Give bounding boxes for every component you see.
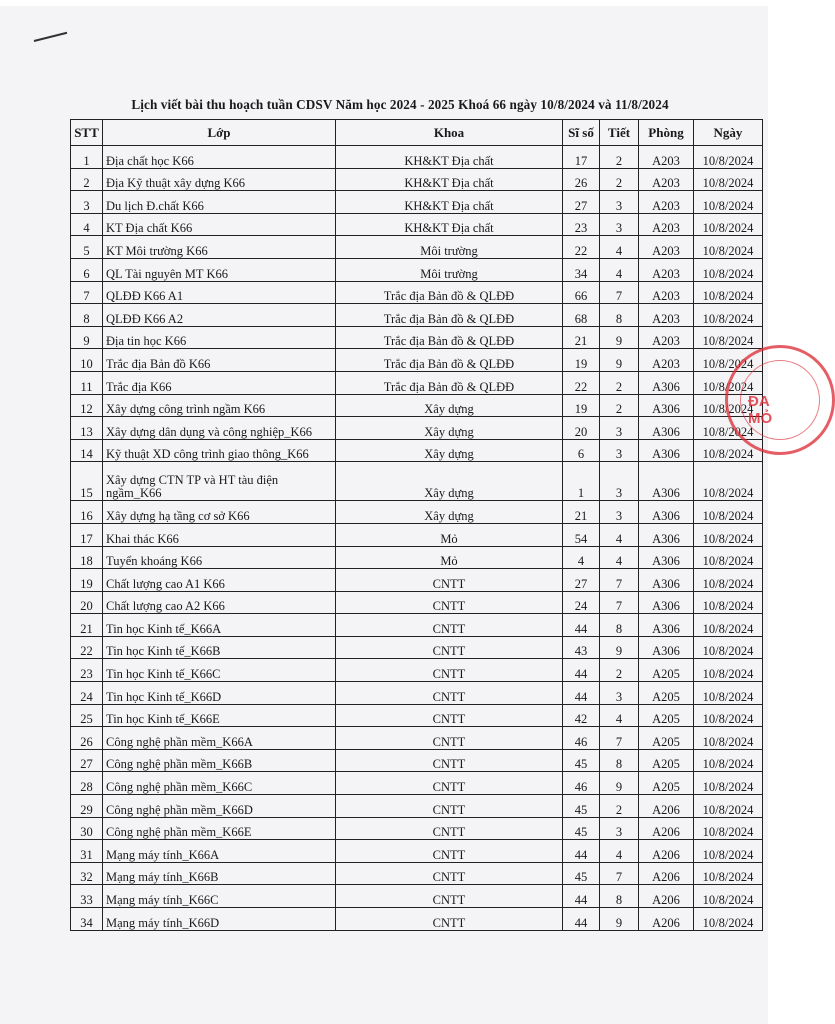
cell-lop: KT Địa chất K66	[103, 213, 336, 236]
cell-lop: Mạng máy tính_K66C	[103, 885, 336, 908]
table-row	[71, 749, 763, 772]
cell-lop: Tin học Kinh tế_K66A	[103, 614, 336, 637]
table-row	[71, 258, 763, 281]
cell-khoa: Trắc địa Bản đồ & QLĐĐ	[336, 349, 563, 372]
cell-phong: A203	[639, 349, 694, 372]
cell-khoa: KH&KT Địa chất	[336, 146, 563, 169]
cell-stt: 29	[71, 795, 103, 818]
cell-ngay: 10/8/2024	[694, 146, 763, 169]
cell-phong: A206	[639, 795, 694, 818]
cell-khoa: CNTT	[336, 569, 563, 592]
stamp-text-line1: ĐA	[748, 393, 770, 410]
cell-stt: 26	[71, 727, 103, 750]
cell-ngay: 10/8/2024	[694, 908, 763, 931]
header-phong: Phòng	[639, 120, 694, 146]
cell-tiet: 3	[600, 501, 639, 524]
cell-tiet: 2	[600, 146, 639, 169]
cell-tiet: 7	[600, 727, 639, 750]
red-seal-stamp	[725, 345, 835, 455]
cell-ngay: 10/8/2024	[694, 213, 763, 236]
cell-phong: A203	[639, 213, 694, 236]
cell-stt: 7	[71, 281, 103, 304]
cell-phong: A306	[639, 417, 694, 440]
cell-siso: 45	[563, 862, 600, 885]
cell-tiet: 3	[600, 462, 639, 501]
cell-tiet: 4	[600, 523, 639, 546]
cell-khoa: CNTT	[336, 682, 563, 705]
header-khoa: Khoa	[336, 120, 563, 146]
cell-khoa: KH&KT Địa chất	[336, 213, 563, 236]
cell-khoa: KH&KT Địa chất	[336, 191, 563, 214]
cell-ngay: 10/8/2024	[694, 462, 763, 501]
table-row	[71, 772, 763, 795]
cell-stt: 34	[71, 908, 103, 931]
cell-stt: 4	[71, 213, 103, 236]
table-row	[71, 326, 763, 349]
table-row	[71, 439, 763, 462]
cell-ngay: 10/8/2024	[694, 326, 763, 349]
cell-ngay: 10/8/2024	[694, 862, 763, 885]
cell-stt: 24	[71, 682, 103, 705]
table-row	[71, 236, 763, 259]
cell-siso: 4	[563, 546, 600, 569]
cell-stt: 15	[71, 462, 103, 501]
cell-tiet: 8	[600, 614, 639, 637]
cell-tiet: 8	[600, 885, 639, 908]
cell-khoa: Xây dựng	[336, 501, 563, 524]
table-row	[71, 546, 763, 569]
cell-lop: Trắc địa Bản đồ K66	[103, 349, 336, 372]
cell-lop: Xây dựng công trình ngầm K66	[103, 394, 336, 417]
cell-khoa: Trắc địa Bản đồ & QLĐĐ	[336, 304, 563, 327]
cell-siso: 45	[563, 749, 600, 772]
cell-tiet: 4	[600, 840, 639, 863]
cell-siso: 6	[563, 439, 600, 462]
cell-tiet: 8	[600, 304, 639, 327]
cell-stt: 23	[71, 659, 103, 682]
header-ngay: Ngày	[694, 120, 763, 146]
cell-tiet: 9	[600, 326, 639, 349]
cell-siso: 44	[563, 885, 600, 908]
cell-stt: 25	[71, 704, 103, 727]
table-row	[71, 371, 763, 394]
cell-khoa: Môi trường	[336, 236, 563, 259]
cell-ngay: 10/8/2024	[694, 349, 763, 372]
cell-stt: 14	[71, 439, 103, 462]
cell-lop: Địa chất học K66	[103, 146, 336, 169]
cell-phong: A203	[639, 191, 694, 214]
cell-siso: 45	[563, 817, 600, 840]
cell-stt: 12	[71, 394, 103, 417]
cell-phong: A203	[639, 146, 694, 169]
cell-stt: 21	[71, 614, 103, 637]
cell-ngay: 10/8/2024	[694, 591, 763, 614]
cell-stt: 17	[71, 523, 103, 546]
cell-tiet: 4	[600, 546, 639, 569]
cell-siso: 19	[563, 349, 600, 372]
cell-lop: QL Tài nguyên MT K66	[103, 258, 336, 281]
cell-lop: QLĐĐ K66 A2	[103, 304, 336, 327]
table-row	[71, 501, 763, 524]
cell-phong: A205	[639, 727, 694, 750]
cell-siso: 27	[563, 191, 600, 214]
table-row	[71, 394, 763, 417]
cell-phong: A203	[639, 281, 694, 304]
cell-stt: 33	[71, 885, 103, 908]
cell-phong: A205	[639, 772, 694, 795]
cell-phong: A203	[639, 304, 694, 327]
cell-ngay: 10/8/2024	[694, 749, 763, 772]
table-row	[71, 417, 763, 440]
cell-lop: KT Môi trường K66	[103, 236, 336, 259]
table-row	[71, 862, 763, 885]
cell-khoa: CNTT	[336, 659, 563, 682]
cell-stt: 6	[71, 258, 103, 281]
cell-khoa: CNTT	[336, 795, 563, 818]
cell-stt: 1	[71, 146, 103, 169]
cell-ngay: 10/8/2024	[694, 636, 763, 659]
cell-phong: A306	[639, 501, 694, 524]
cell-ngay: 10/8/2024	[694, 304, 763, 327]
cell-siso: 46	[563, 772, 600, 795]
cell-ngay: 10/8/2024	[694, 417, 763, 440]
cell-stt: 8	[71, 304, 103, 327]
cell-tiet: 7	[600, 569, 639, 592]
cell-ngay: 10/8/2024	[694, 795, 763, 818]
cell-khoa: Xây dựng	[336, 439, 563, 462]
table-row	[71, 591, 763, 614]
cell-stt: 10	[71, 349, 103, 372]
cell-stt: 20	[71, 591, 103, 614]
cell-lop: Công nghệ phần mềm_K66A	[103, 727, 336, 750]
cell-khoa: CNTT	[336, 885, 563, 908]
cell-lop: Mạng máy tính_K66B	[103, 862, 336, 885]
cell-siso: 1	[563, 462, 600, 501]
cell-khoa: CNTT	[336, 817, 563, 840]
cell-siso: 44	[563, 840, 600, 863]
cell-khoa: Trắc địa Bản đồ & QLĐĐ	[336, 371, 563, 394]
cell-khoa: CNTT	[336, 614, 563, 637]
cell-khoa: CNTT	[336, 772, 563, 795]
cell-ngay: 10/8/2024	[694, 168, 763, 191]
table-header-row	[71, 120, 763, 146]
cell-tiet: 3	[600, 817, 639, 840]
table-row	[71, 659, 763, 682]
stamp-text	[748, 393, 772, 427]
cell-lop: Chất lượng cao A1 K66	[103, 569, 336, 592]
cell-siso: 45	[563, 795, 600, 818]
cell-phong: A306	[639, 569, 694, 592]
cell-phong: A206	[639, 908, 694, 931]
cell-siso: 34	[563, 258, 600, 281]
cell-siso: 43	[563, 636, 600, 659]
cell-siso: 46	[563, 727, 600, 750]
table-row	[71, 191, 763, 214]
cell-stt: 2	[71, 168, 103, 191]
cell-khoa: CNTT	[336, 840, 563, 863]
table-row	[71, 840, 763, 863]
cell-lop: Tin học Kinh tế_K66D	[103, 682, 336, 705]
cell-phong: A306	[639, 371, 694, 394]
cell-lop: Chất lượng cao A2 K66	[103, 591, 336, 614]
cell-phong: A206	[639, 817, 694, 840]
cell-siso: 21	[563, 501, 600, 524]
cell-tiet: 3	[600, 191, 639, 214]
table-row	[71, 682, 763, 705]
cell-lop: Khai thác K66	[103, 523, 336, 546]
cell-ngay: 10/8/2024	[694, 817, 763, 840]
cell-tiet: 3	[600, 417, 639, 440]
cell-phong: A206	[639, 862, 694, 885]
table-row	[71, 908, 763, 931]
table-row	[71, 304, 763, 327]
table-row	[71, 727, 763, 750]
table-row	[71, 168, 763, 191]
cell-siso: 22	[563, 236, 600, 259]
cell-tiet: 4	[600, 258, 639, 281]
cell-ngay: 10/8/2024	[694, 371, 763, 394]
cell-tiet: 7	[600, 281, 639, 304]
cell-stt: 27	[71, 749, 103, 772]
cell-lop: Công nghệ phần mềm_K66D	[103, 795, 336, 818]
cell-stt: 5	[71, 236, 103, 259]
cell-phong: A203	[639, 326, 694, 349]
cell-ngay: 10/8/2024	[694, 704, 763, 727]
cell-lop: Trắc địa K66	[103, 371, 336, 394]
cell-stt: 28	[71, 772, 103, 795]
cell-phong: A306	[639, 523, 694, 546]
cell-stt: 18	[71, 546, 103, 569]
cell-phong: A203	[639, 168, 694, 191]
cell-ngay: 10/8/2024	[694, 840, 763, 863]
cell-siso: 24	[563, 591, 600, 614]
cell-phong: A205	[639, 682, 694, 705]
cell-tiet: 2	[600, 795, 639, 818]
cell-tiet: 3	[600, 682, 639, 705]
table-body	[71, 146, 763, 931]
cell-khoa: Trắc địa Bản đồ & QLĐĐ	[336, 281, 563, 304]
cell-tiet: 9	[600, 908, 639, 931]
cell-ngay: 10/8/2024	[694, 258, 763, 281]
cell-phong: A203	[639, 236, 694, 259]
cell-stt: 22	[71, 636, 103, 659]
table-row	[71, 349, 763, 372]
cell-tiet: 8	[600, 749, 639, 772]
cell-phong: A306	[639, 439, 694, 462]
cell-ngay: 10/8/2024	[694, 772, 763, 795]
cell-ngay: 10/8/2024	[694, 394, 763, 417]
cell-khoa: CNTT	[336, 727, 563, 750]
cell-lop: Xây dựng hạ tầng cơ sở K66	[103, 501, 336, 524]
cell-ngay: 10/8/2024	[694, 236, 763, 259]
cell-phong: A306	[639, 591, 694, 614]
cell-tiet: 9	[600, 349, 639, 372]
cell-stt: 19	[71, 569, 103, 592]
cell-tiet: 3	[600, 439, 639, 462]
cell-khoa: Xây dựng	[336, 394, 563, 417]
cell-phong: A306	[639, 636, 694, 659]
cell-khoa: Xây dựng	[336, 462, 563, 501]
cell-phong: A206	[639, 885, 694, 908]
cell-phong: A306	[639, 462, 694, 501]
cell-phong: A306	[639, 614, 694, 637]
cell-lop: Du lịch Đ.chất K66	[103, 191, 336, 214]
cell-stt: 11	[71, 371, 103, 394]
cell-lop: Công nghệ phần mềm_K66E	[103, 817, 336, 840]
cell-ngay: 10/8/2024	[694, 281, 763, 304]
cell-tiet: 4	[600, 704, 639, 727]
cell-lop: Tin học Kinh tế_K66B	[103, 636, 336, 659]
cell-lop: Công nghệ phần mềm_K66B	[103, 749, 336, 772]
cell-tiet: 2	[600, 659, 639, 682]
cell-stt: 9	[71, 326, 103, 349]
cell-lop: Kỹ thuật XD công trình giao thông_K66	[103, 439, 336, 462]
cell-siso: 19	[563, 394, 600, 417]
cell-tiet: 2	[600, 394, 639, 417]
cell-ngay: 10/8/2024	[694, 501, 763, 524]
cell-siso: 44	[563, 614, 600, 637]
cell-lop: Tin học Kinh tế_K66E	[103, 704, 336, 727]
cell-siso: 42	[563, 704, 600, 727]
table-row	[71, 462, 763, 501]
cell-lop: Xây dựng CTN TP và HT tàu điện ngầm_K66	[103, 462, 336, 501]
cell-siso: 26	[563, 168, 600, 191]
cell-siso: 21	[563, 326, 600, 349]
cell-khoa: CNTT	[336, 749, 563, 772]
cell-lop: Địa Kỹ thuật xây dựng K66	[103, 168, 336, 191]
document-title: Lịch viết bài thu hoạch tuần CDSV Năm học 2024 - 2025 Khoá 66 ngày 10/8/2024 và 11/8/2024	[131, 97, 669, 112]
cell-siso: 23	[563, 213, 600, 236]
cell-tiet: 2	[600, 371, 639, 394]
header-stt: STT	[71, 120, 103, 146]
cell-ngay: 10/8/2024	[694, 885, 763, 908]
cell-ngay: 10/8/2024	[694, 659, 763, 682]
cell-tiet: 7	[600, 591, 639, 614]
table-row	[71, 704, 763, 727]
cell-ngay: 10/8/2024	[694, 614, 763, 637]
cell-siso: 27	[563, 569, 600, 592]
cell-khoa: KH&KT Địa chất	[336, 168, 563, 191]
cell-ngay: 10/8/2024	[694, 727, 763, 750]
cell-stt: 16	[71, 501, 103, 524]
table-row	[71, 213, 763, 236]
table-row	[71, 614, 763, 637]
cell-khoa: Trắc địa Bản đồ & QLĐĐ	[336, 326, 563, 349]
cell-lop: Xây dựng dân dụng và công nghiệp_K66	[103, 417, 336, 440]
cell-tiet: 7	[600, 862, 639, 885]
cell-phong: A206	[639, 840, 694, 863]
cell-phong: A306	[639, 546, 694, 569]
header-tiet: Tiết	[600, 120, 639, 146]
schedule-table	[70, 119, 763, 931]
cell-khoa: CNTT	[336, 862, 563, 885]
cell-lop: Địa tin học K66	[103, 326, 336, 349]
cell-khoa: Xây dựng	[336, 417, 563, 440]
stamp-text-line2: MỎ	[748, 410, 773, 427]
table-row	[71, 636, 763, 659]
cell-tiet: 3	[600, 213, 639, 236]
table-row	[71, 146, 763, 169]
cell-phong: A203	[639, 258, 694, 281]
cell-lop: Tin học Kinh tế_K66C	[103, 659, 336, 682]
table-row	[71, 281, 763, 304]
cell-siso: 66	[563, 281, 600, 304]
cell-tiet: 4	[600, 236, 639, 259]
table-row	[71, 795, 763, 818]
cell-siso: 44	[563, 659, 600, 682]
cell-lop: QLĐĐ K66 A1	[103, 281, 336, 304]
table-row	[71, 569, 763, 592]
cell-phong: A306	[639, 394, 694, 417]
cell-khoa: CNTT	[336, 591, 563, 614]
cell-khoa: CNTT	[336, 908, 563, 931]
cell-lop: Công nghệ phần mềm_K66C	[103, 772, 336, 795]
cell-siso: 54	[563, 523, 600, 546]
cell-khoa: CNTT	[336, 704, 563, 727]
cell-siso: 20	[563, 417, 600, 440]
cell-ngay: 10/8/2024	[694, 439, 763, 462]
cell-lop: Mạng máy tính_K66D	[103, 908, 336, 931]
cell-phong: A205	[639, 659, 694, 682]
cell-siso: 68	[563, 304, 600, 327]
table-row	[71, 817, 763, 840]
cell-khoa: Mỏ	[336, 546, 563, 569]
cell-ngay: 10/8/2024	[694, 546, 763, 569]
cell-stt: 32	[71, 862, 103, 885]
cell-siso: 44	[563, 908, 600, 931]
cell-khoa: Môi trường	[336, 258, 563, 281]
cell-tiet: 9	[600, 772, 639, 795]
cell-khoa: Mỏ	[336, 523, 563, 546]
cell-tiet: 9	[600, 636, 639, 659]
cell-ngay: 10/8/2024	[694, 523, 763, 546]
cell-lop: Tuyển khoáng K66	[103, 546, 336, 569]
pen-mark	[34, 32, 67, 42]
table-row	[71, 885, 763, 908]
cell-khoa: CNTT	[336, 636, 563, 659]
cell-stt: 3	[71, 191, 103, 214]
table-row	[71, 523, 763, 546]
cell-lop: Mạng máy tính_K66A	[103, 840, 336, 863]
cell-phong: A205	[639, 749, 694, 772]
header-lop: Lớp	[103, 120, 336, 146]
cell-phong: A205	[639, 704, 694, 727]
cell-siso: 17	[563, 146, 600, 169]
cell-stt: 30	[71, 817, 103, 840]
cell-tiet: 2	[600, 168, 639, 191]
scan-edge	[0, 0, 768, 6]
header-siso: Sĩ số	[563, 120, 600, 146]
cell-siso: 22	[563, 371, 600, 394]
cell-ngay: 10/8/2024	[694, 569, 763, 592]
cell-stt: 13	[71, 417, 103, 440]
cell-ngay: 10/8/2024	[694, 682, 763, 705]
cell-siso: 44	[563, 682, 600, 705]
cell-ngay: 10/8/2024	[694, 191, 763, 214]
cell-stt: 31	[71, 840, 103, 863]
